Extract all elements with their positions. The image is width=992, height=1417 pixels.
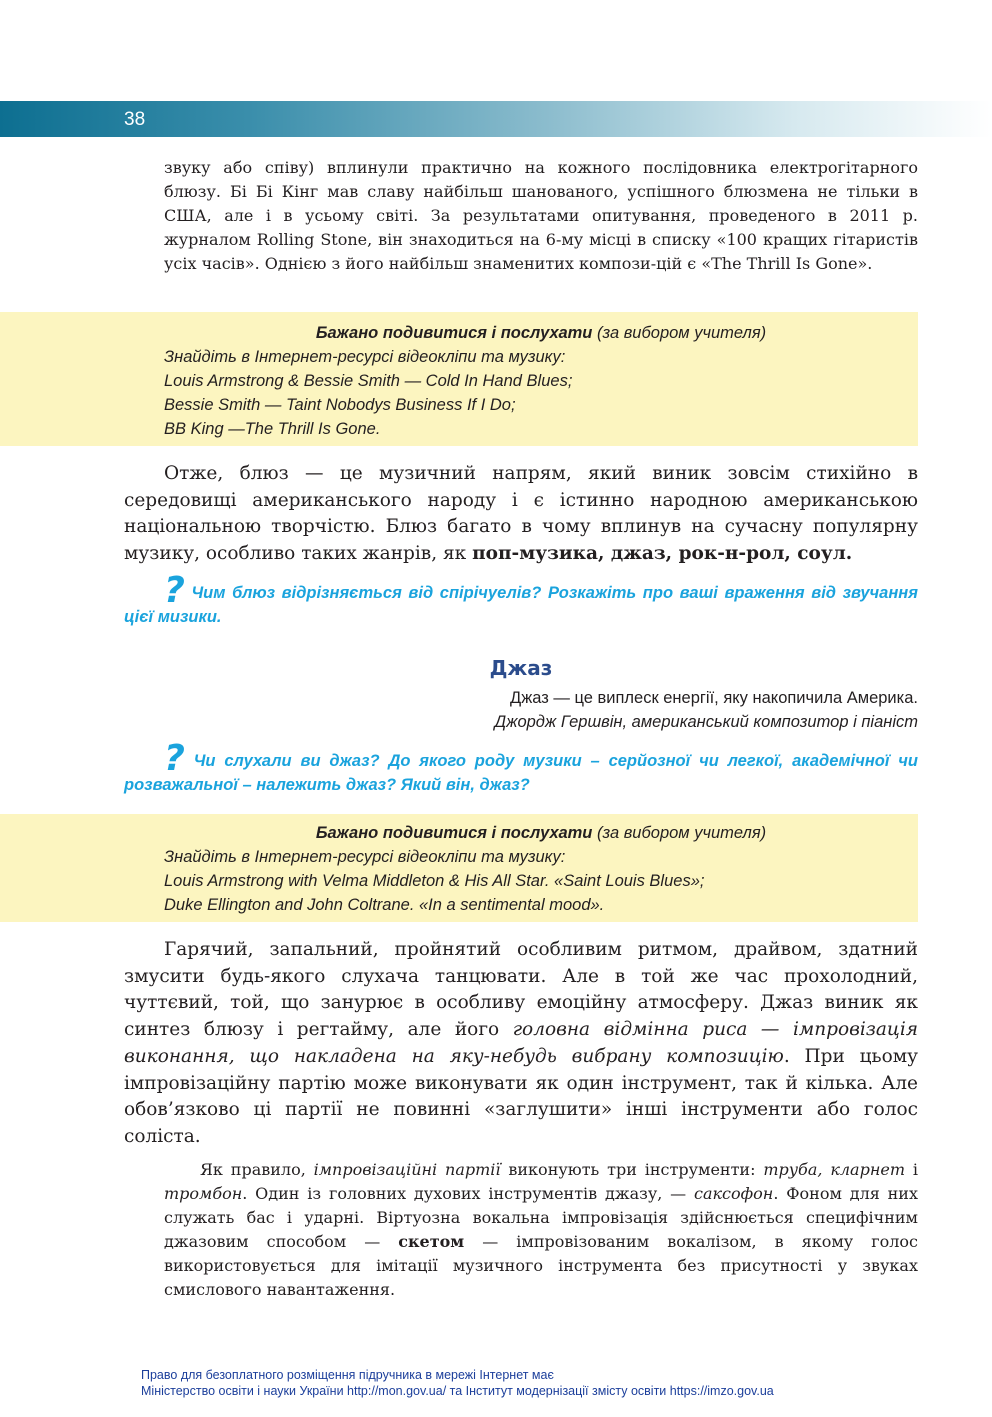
footer-line: Міністерство освіти і науки України http://mon.gov.ua/ та Інститут модернізації змісту освіти https://imzo.gov.ua [141, 1384, 774, 1398]
recommendation-line: Louis Armstrong with Velma Middleton & His All Star. «Saint Louis Blues»; [164, 872, 705, 890]
header-band [0, 101, 992, 137]
epigraph-author: Джордж Гершвін, американський композитор і піаніст [494, 713, 918, 731]
recommendation-line: Знайдіть в Інтернет-ресурсі відеокліпи та музику: [164, 348, 566, 366]
section-heading-jazz: Джаз [489, 656, 553, 680]
recommendation-title: Бажано подивитися і послухати (за вибором учителя) [315, 824, 767, 842]
paragraph-bb-king [164, 156, 918, 276]
genres-bold: поп-музика, джаз, рок-н-рол, соул. [472, 543, 853, 565]
question-mark-icon: ? [164, 570, 185, 611]
paragraph-jazz-description: Гарячий, запальний, пройнятий особливим ритмом, драйвом, здатний змусити будь-якого слухача танцювати. Але в той же час прохолодний, чуттєвий, той, що занурює в особливу емоційну атмосферу. Джаз виник як синтез блюзу і регтайму, але його головна відмінна риса — імпровізація виконання, що накладена на яку-небудь вибрану композицію. При цьому імпровізаційну партію може виконувати як один інструмент, так й кілька. Але обов’язково ці партії не повинні «заглушити» інші інструменти або голос соліста. [124, 939, 918, 1147]
question-mark-icon: ? [164, 738, 185, 779]
paragraph-text: звуку або співу) вплинули практично на кожного послідовника електрогітарного блюзу. Бі Бі Кінг мав славу найбільш шанованого, успішного блюзмена не тільки в США, але і в усьому світі. За результатами опитування, проведеного в 2011 р. журналом Rolling Stone, він знаходиться на 6-му місці в списку «100 кращих гітаристів усіх часів». Однією з його найбільш знаменитих компози-цій є «The Thrill Is Gone». [164, 158, 918, 273]
recommendation-line: Duke Ellington and John Coltrane. «In a sentimental mood». [164, 896, 605, 914]
footer-line: Право для безоплатного розміщення підручника в мережі Інтернет має [141, 1368, 554, 1382]
recommendation-line: Знайдіть в Інтернет-ресурсі відеокліпи та музику: [164, 848, 566, 866]
recommendation-line: Louis Armstrong & Bessie Smith — Cold In Hand Blues; [164, 372, 573, 390]
recommendation-box-blues-content [164, 321, 918, 441]
epigraph-quote: Джаз — це виплеск енергії, яку накопичила Америка. [510, 689, 918, 707]
recommendation-line: Bessie Smith — Taint Nobodys Business If I Do; [164, 396, 516, 414]
paragraph-blues-summary: Отже, блюз — це музичний напрям, який виник зовсім стихійно в середовищі американського народу і є істинно народною американською національною творчістю. Блюз багато в чому вплинув на сучасну популярну музику, особливо таких жанрів, як поп-музика, джаз, рок-н-рол, соул. [124, 463, 918, 565]
jazz-key-feature-italic: головна відмінна риса — імпровізація виконання, що накладена на яку-небудь вибрану композицію [124, 1019, 918, 1067]
question-text: Чи слухали ви джаз? До якого роду музики – серйозної чи легкої, академічної чи розважальної – належить джаз? Який він, джаз? [124, 752, 918, 794]
question-jazz [124, 738, 918, 797]
scat-bold: скетом [398, 1232, 465, 1251]
recommendation-box-jazz-content [164, 821, 918, 917]
page-number: 38 [124, 109, 146, 130]
recommendation-title: Бажано подивитися і послухати (за вибором учителя) [315, 324, 767, 342]
question-text: Чим блюз відрізняється від спірічуелів? Розкажіть про ваші враження від звучання цієї мизики. [124, 584, 918, 626]
footer-rights [141, 1367, 774, 1399]
question-blues [124, 570, 918, 629]
paragraph-jazz-instruments: Як правило, імпровізаційні партії виконують три інструменти: труба, кларнет і тромбон. Один із головних духових інструментів джазу, — саксофон. Фоном для них служать бас і ударні. Віртуозна вокальна імпровізація здійснюється специфічним джазовим способом — скетом — імпровізованим вокалізом, в якому голос використовується для імітації музичного інструмента без присутності у звуках смислового навантаження. [164, 1160, 918, 1299]
recommendation-line: BB King —The Thrill Is Gone. [164, 420, 381, 438]
